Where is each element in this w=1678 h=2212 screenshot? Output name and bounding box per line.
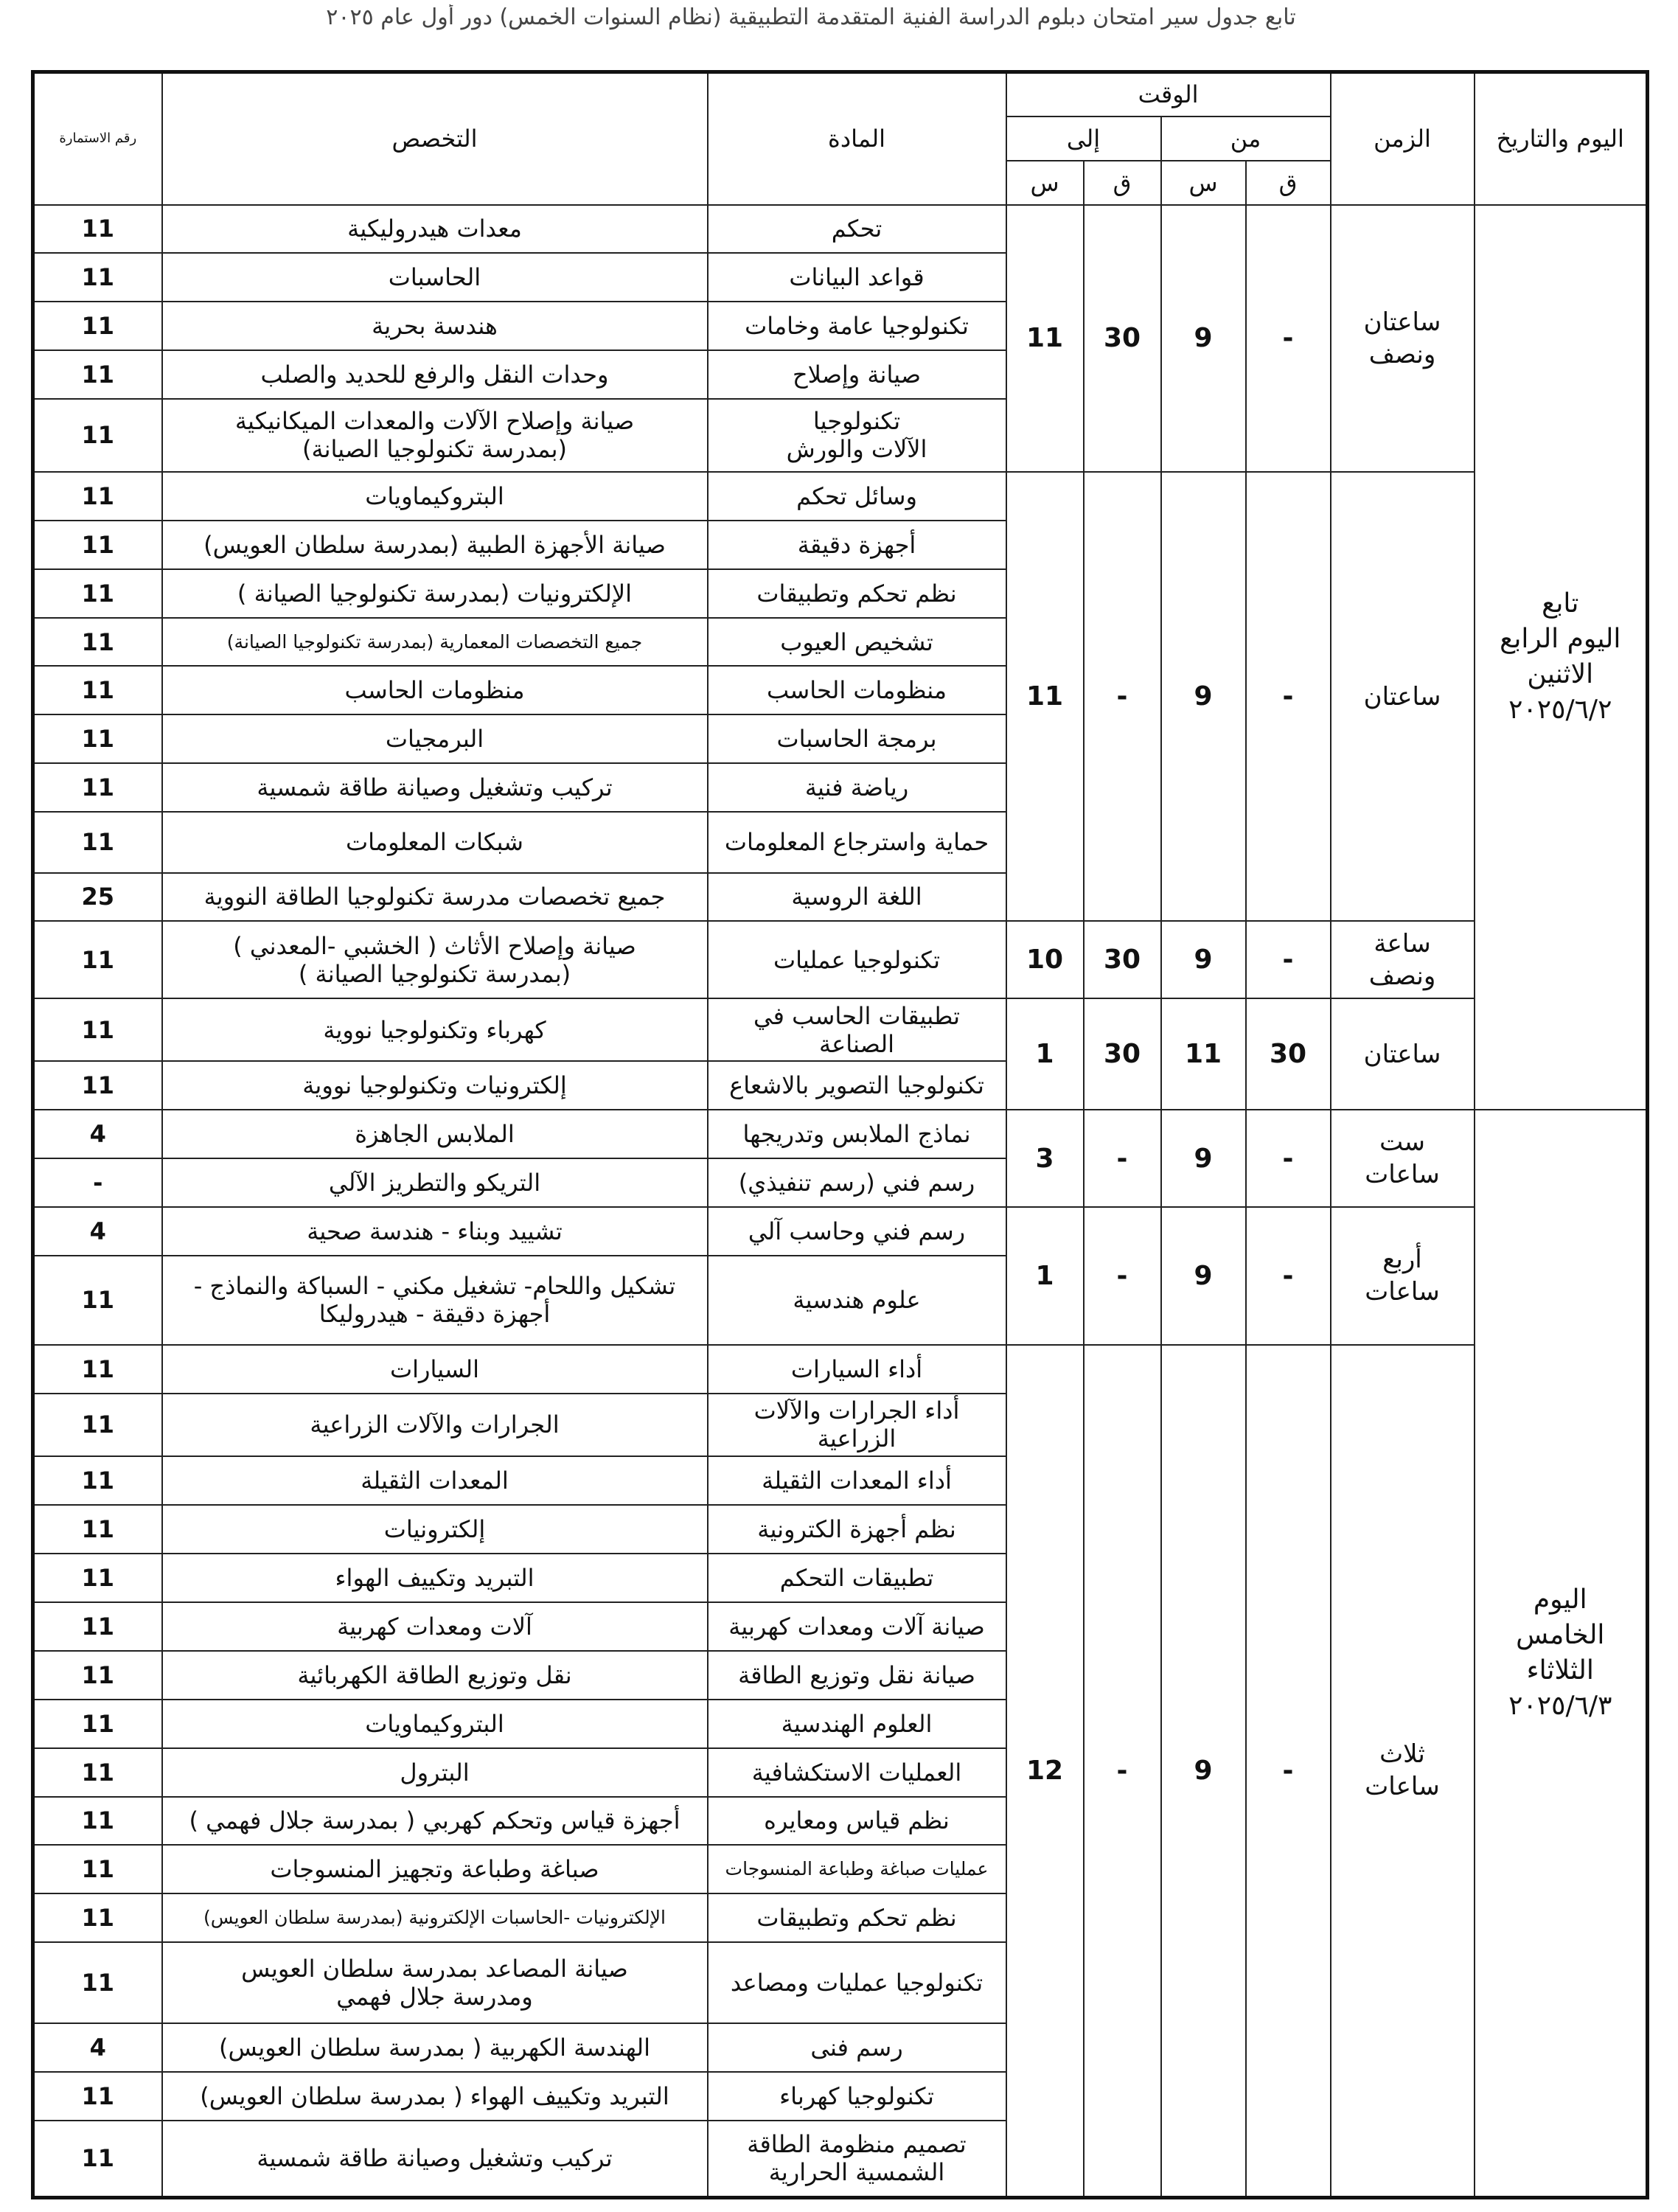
from-minutes-cell: -: [1246, 1345, 1331, 2198]
table-row: [33, 1345, 1648, 1394]
subject-cell: صيانة وإصلاح: [708, 350, 1006, 399]
form-number-cell: 11: [33, 2072, 162, 2121]
subject-cell: رسم فني (رسم تنفيذي): [708, 1158, 1006, 1207]
form-number-cell: 11: [33, 1651, 162, 1700]
from-minutes-cell: -: [1246, 472, 1331, 922]
specialization-cell: جميع التخصصات المعمارية (بمدرسة تكنولوجيا الصيانة): [162, 618, 708, 667]
subject-cell: العمليات الاستكشافية: [708, 1748, 1006, 1797]
specialization-cell: إلكترونيات وتكنولوجيا نووية: [162, 1061, 708, 1110]
specialization-cell: تشييد وبناء - هندسة صحية: [162, 1207, 708, 1256]
from-hours-cell: 9: [1161, 1110, 1246, 1207]
specialization-cell: منظومات الحاسب: [162, 666, 708, 714]
form-number-cell: 11: [33, 1797, 162, 1846]
from-minutes-cell: 30: [1246, 998, 1331, 1110]
duration-cell: ثلاث ساعات: [1331, 1345, 1475, 2198]
specialization-cell: البرمجيات: [162, 714, 708, 763]
specialization-cell: أجهزة قياس وتحكم كهربي ( بمدرسة جلال فهمي ): [162, 1797, 708, 1846]
duration-cell: ساعتان ونصف: [1331, 205, 1475, 472]
form-number-cell: 11: [33, 472, 162, 521]
header-line: تابع جدول سير امتحان دبلوم الدراسة الفنية المتقدمة التطبيقية (نظام السنوات الخمس) دور أول عام ٢٠٢٥: [326, 4, 1296, 30]
to-hours-cell: 1: [1006, 998, 1084, 1110]
header-to-minutes: ق: [1084, 161, 1161, 205]
specialization-cell: صيانة وإصلاح الآلات والمعدات الميكانيكية (بمدرسة تكنولوجيا الصيانة): [162, 399, 708, 472]
form-number-cell: 4: [33, 2023, 162, 2072]
form-number-cell: 11: [33, 205, 162, 254]
form-number-cell: 11: [33, 714, 162, 763]
subject-cell: أداء السيارات: [708, 1345, 1006, 1394]
header-from-hours: س: [1161, 161, 1246, 205]
specialization-cell: إلكترونيات: [162, 1505, 708, 1554]
to-hours-cell: 11: [1006, 205, 1084, 472]
subject-cell: نظم أجهزة الكترونية: [708, 1505, 1006, 1554]
subject-cell: تطبيقات الحاسب في الصناعة: [708, 998, 1006, 1062]
specialization-cell: الإلكترونيات -الحاسبات الإلكترونية (بمدرسة سلطان العويس): [162, 1893, 708, 1942]
subject-cell: نظم قياس ومعايره: [708, 1797, 1006, 1846]
form-number-cell: 4: [33, 1110, 162, 1158]
specialization-cell: جميع تخصصات مدرسة تكنولوجيا الطاقة النووية: [162, 873, 708, 922]
form-number-cell: 11: [33, 1394, 162, 1457]
specialization-cell: الحاسبات: [162, 253, 708, 302]
specialization-cell: صيانة الأجهزة الطبية (بمدرسة سلطان العويس): [162, 521, 708, 569]
subject-cell: منظومات الحاسب: [708, 666, 1006, 714]
specialization-cell: هندسة بحرية: [162, 302, 708, 350]
form-number-cell: 25: [33, 873, 162, 922]
subject-cell: رسم فني وحاسب آلي: [708, 1207, 1006, 1256]
specialization-cell: تشكيل واللحام- تشغيل مكني - السباكة والنماذج - أجهزة دقيقة - هيدروليكا: [162, 1256, 708, 1345]
to-hours-cell: 11: [1006, 472, 1084, 922]
specialization-cell: البتروكيماويات: [162, 472, 708, 521]
form-number-cell: 11: [33, 763, 162, 812]
subject-cell: برمجة الحاسبات: [708, 714, 1006, 763]
subject-cell: تصميم منظومة الطاقة الشمسية الحرارية: [708, 2121, 1006, 2198]
subject-cell: نماذج الملابس وتدريجها: [708, 1110, 1006, 1158]
specialization-cell: البتروكيماويات: [162, 1700, 708, 1748]
header-to: إلى: [1006, 116, 1161, 161]
header-from-minutes: ق: [1246, 161, 1331, 205]
subject-cell: صيانة نقل وتوزيع الطاقة: [708, 1651, 1006, 1700]
form-number-cell: 11: [33, 1893, 162, 1942]
subject-cell: العلوم الهندسية: [708, 1700, 1006, 1748]
specialization-cell: صباغة وطباعة وتجهيز المنسوجات: [162, 1845, 708, 1893]
subject-cell: تكنولوجيا التصوير بالاشعاع: [708, 1061, 1006, 1110]
specialization-cell: التبريد وتكييف الهواء ( بمدرسة سلطان العويس): [162, 2072, 708, 2121]
form-number-cell: 11: [33, 1845, 162, 1893]
form-number-cell: 11: [33, 1942, 162, 2023]
to-minutes-cell: -: [1084, 472, 1161, 922]
form-number-cell: 11: [33, 521, 162, 569]
subject-cell: قواعد البيانات: [708, 253, 1006, 302]
to-minutes-cell: -: [1084, 1345, 1161, 2198]
to-minutes-cell: 30: [1084, 921, 1161, 998]
subject-cell: رسم فنى: [708, 2023, 1006, 2072]
form-number-cell: 11: [33, 1748, 162, 1797]
table-row: [33, 998, 1648, 1062]
table-row: [33, 921, 1648, 998]
to-hours-cell: 1: [1006, 1207, 1084, 1345]
specialization-cell: شبكات المعلومات: [162, 812, 708, 872]
from-hours-cell: 9: [1161, 205, 1246, 472]
to-hours-cell: 3: [1006, 1110, 1084, 1207]
form-number-cell: 11: [33, 1554, 162, 1602]
to-minutes-cell: -: [1084, 1110, 1161, 1207]
duration-cell: أربع ساعات: [1331, 1207, 1475, 1345]
specialization-cell: صيانة المصاعد بمدرسة سلطان العويس ومدرسة جلال فهمي: [162, 1942, 708, 2023]
from-hours-cell: 9: [1161, 472, 1246, 922]
duration-cell: ساعتان: [1331, 472, 1475, 922]
form-number-cell: 4: [33, 1207, 162, 1256]
to-hours-cell: 12: [1006, 1345, 1084, 2198]
subject-cell: رياضة فنية: [708, 763, 1006, 812]
form-number-cell: 11: [33, 998, 162, 1062]
specialization-cell: معدات هيدروليكية: [162, 205, 708, 254]
duration-cell: ساعتان: [1331, 998, 1475, 1110]
from-minutes-cell: -: [1246, 1110, 1331, 1207]
form-number-cell: 11: [33, 812, 162, 872]
specialization-cell: تركيب وتشغيل وصيانة طاقة شمسية: [162, 763, 708, 812]
form-number-cell: 11: [33, 399, 162, 472]
day-date-cell: تابع اليوم الرابع الاثنين ٢٠٢٥/٦/٢: [1475, 205, 1648, 1110]
subject-cell: نظم تحكم وتطبيقات: [708, 1893, 1006, 1942]
from-minutes-cell: -: [1246, 921, 1331, 998]
header-form-number: رقم الاستمارة: [33, 72, 162, 205]
specialization-cell: الهندسة الكهربية ( بمدرسة سلطان العويس): [162, 2023, 708, 2072]
specialization-cell: الملابس الجاهزة: [162, 1110, 708, 1158]
from-minutes-cell: -: [1246, 205, 1331, 472]
subject-cell: تكنولوجيا كهرباء: [708, 2072, 1006, 2121]
form-number-cell: 11: [33, 350, 162, 399]
subject-cell: وسائل تحكم: [708, 472, 1006, 521]
subject-cell: تكنولوجيا عمليات ومصاعد: [708, 1942, 1006, 2023]
subject-cell: اللغة الروسية: [708, 873, 1006, 922]
to-minutes-cell: -: [1084, 1207, 1161, 1345]
table-row: [33, 1110, 1648, 1158]
subject-cell: علوم هندسية: [708, 1256, 1006, 1345]
subject-cell: أجهزة دقيقة: [708, 521, 1006, 569]
header-to-hours: س: [1006, 161, 1084, 205]
subject-cell: تكنولوجيا عمليات: [708, 921, 1006, 998]
specialization-cell: التريكو والتطريز الآلي: [162, 1158, 708, 1207]
to-hours-cell: 10: [1006, 921, 1084, 998]
specialization-cell: البترول: [162, 1748, 708, 1797]
subject-cell: حماية واسترجاع المعلومات: [708, 812, 1006, 872]
specialization-cell: صيانة وإصلاح الأثاث ( الخشبي -المعدني ) (بمدرسة تكنولوجيا الصيانة ): [162, 921, 708, 998]
specialization-cell: الجرارات والآلات الزراعية: [162, 1394, 708, 1457]
form-number-cell: 11: [33, 253, 162, 302]
form-number-cell: 11: [33, 1505, 162, 1554]
from-minutes-cell: -: [1246, 1207, 1331, 1345]
form-number-cell: 11: [33, 302, 162, 350]
subject-cell: عمليات صباغة وطباعة المنسوجات: [708, 1845, 1006, 1893]
specialization-cell: السيارات: [162, 1345, 708, 1394]
header-from: من: [1161, 116, 1331, 161]
specialization-cell: نقل وتوزيع الطاقة الكهربائية: [162, 1651, 708, 1700]
subject-cell: نظم تحكم وتطبيقات: [708, 569, 1006, 618]
table-row: [33, 472, 1648, 521]
subject-cell: أداء المعدات الثقيلة: [708, 1456, 1006, 1505]
form-number-cell: 11: [33, 569, 162, 618]
specialization-cell: وحدات النقل والرفع للحديد والصلب: [162, 350, 708, 399]
form-number-cell: 11: [33, 1256, 162, 1345]
specialization-cell: التبريد وتكييف الهواء: [162, 1554, 708, 1602]
form-number-cell: 11: [33, 1345, 162, 1394]
subject-cell: تحكم: [708, 205, 1006, 254]
specialization-cell: المعدات الثقيلة: [162, 1456, 708, 1505]
exam-schedule-table: [31, 70, 1649, 2199]
header-time: الوقت: [1006, 72, 1331, 116]
form-number-cell: 11: [33, 618, 162, 667]
table-row: [33, 205, 1648, 254]
form-number-cell: 11: [33, 2121, 162, 2198]
subject-cell: تكنولوجيا عامة وخامات: [708, 302, 1006, 350]
specialization-cell: كهرباء وتكنولوجيا نووية: [162, 998, 708, 1062]
specialization-cell: آلات ومعدات كهربية: [162, 1602, 708, 1651]
form-number-cell: 11: [33, 1061, 162, 1110]
subject-cell: تشخيص العيوب: [708, 618, 1006, 667]
duration-cell: ساعة ونصف: [1331, 921, 1475, 998]
form-number-cell: 11: [33, 1602, 162, 1651]
header-specialization: التخصص: [162, 72, 708, 205]
subject-cell: أداء الجرارات والآلات الزراعية: [708, 1394, 1006, 1457]
from-hours-cell: 9: [1161, 921, 1246, 998]
subject-cell: تكنولوجيا الآلات والورش: [708, 399, 1006, 472]
from-hours-cell: 11: [1161, 998, 1246, 1110]
day-date-cell: اليوم الخامس الثلاثاء ٢٠٢٥/٦/٣: [1475, 1110, 1648, 2197]
header-day: اليوم والتاريخ: [1475, 72, 1648, 205]
form-number-cell: 11: [33, 666, 162, 714]
to-minutes-cell: 30: [1084, 205, 1161, 472]
header-duration: الزمن: [1331, 72, 1475, 205]
table-row: [33, 1207, 1648, 1256]
duration-cell: ست ساعات: [1331, 1110, 1475, 1207]
from-hours-cell: 9: [1161, 1207, 1246, 1345]
form-number-cell: 11: [33, 1456, 162, 1505]
specialization-cell: تركيب وتشغيل وصيانة طاقة شمسية: [162, 2121, 708, 2198]
header-subject: المادة: [708, 72, 1006, 205]
form-number-cell: 11: [33, 921, 162, 998]
to-minutes-cell: 30: [1084, 998, 1161, 1110]
subject-cell: تطبيقات التحكم: [708, 1554, 1006, 1602]
from-hours-cell: 9: [1161, 1345, 1246, 2198]
subject-cell: صيانة آلات ومعدات كهربية: [708, 1602, 1006, 1651]
form-number-cell: 11: [33, 1700, 162, 1748]
specialization-cell: الإلكترونيات (بمدرسة تكنولوجيا الصيانة ): [162, 569, 708, 618]
form-number-cell: -: [33, 1158, 162, 1207]
